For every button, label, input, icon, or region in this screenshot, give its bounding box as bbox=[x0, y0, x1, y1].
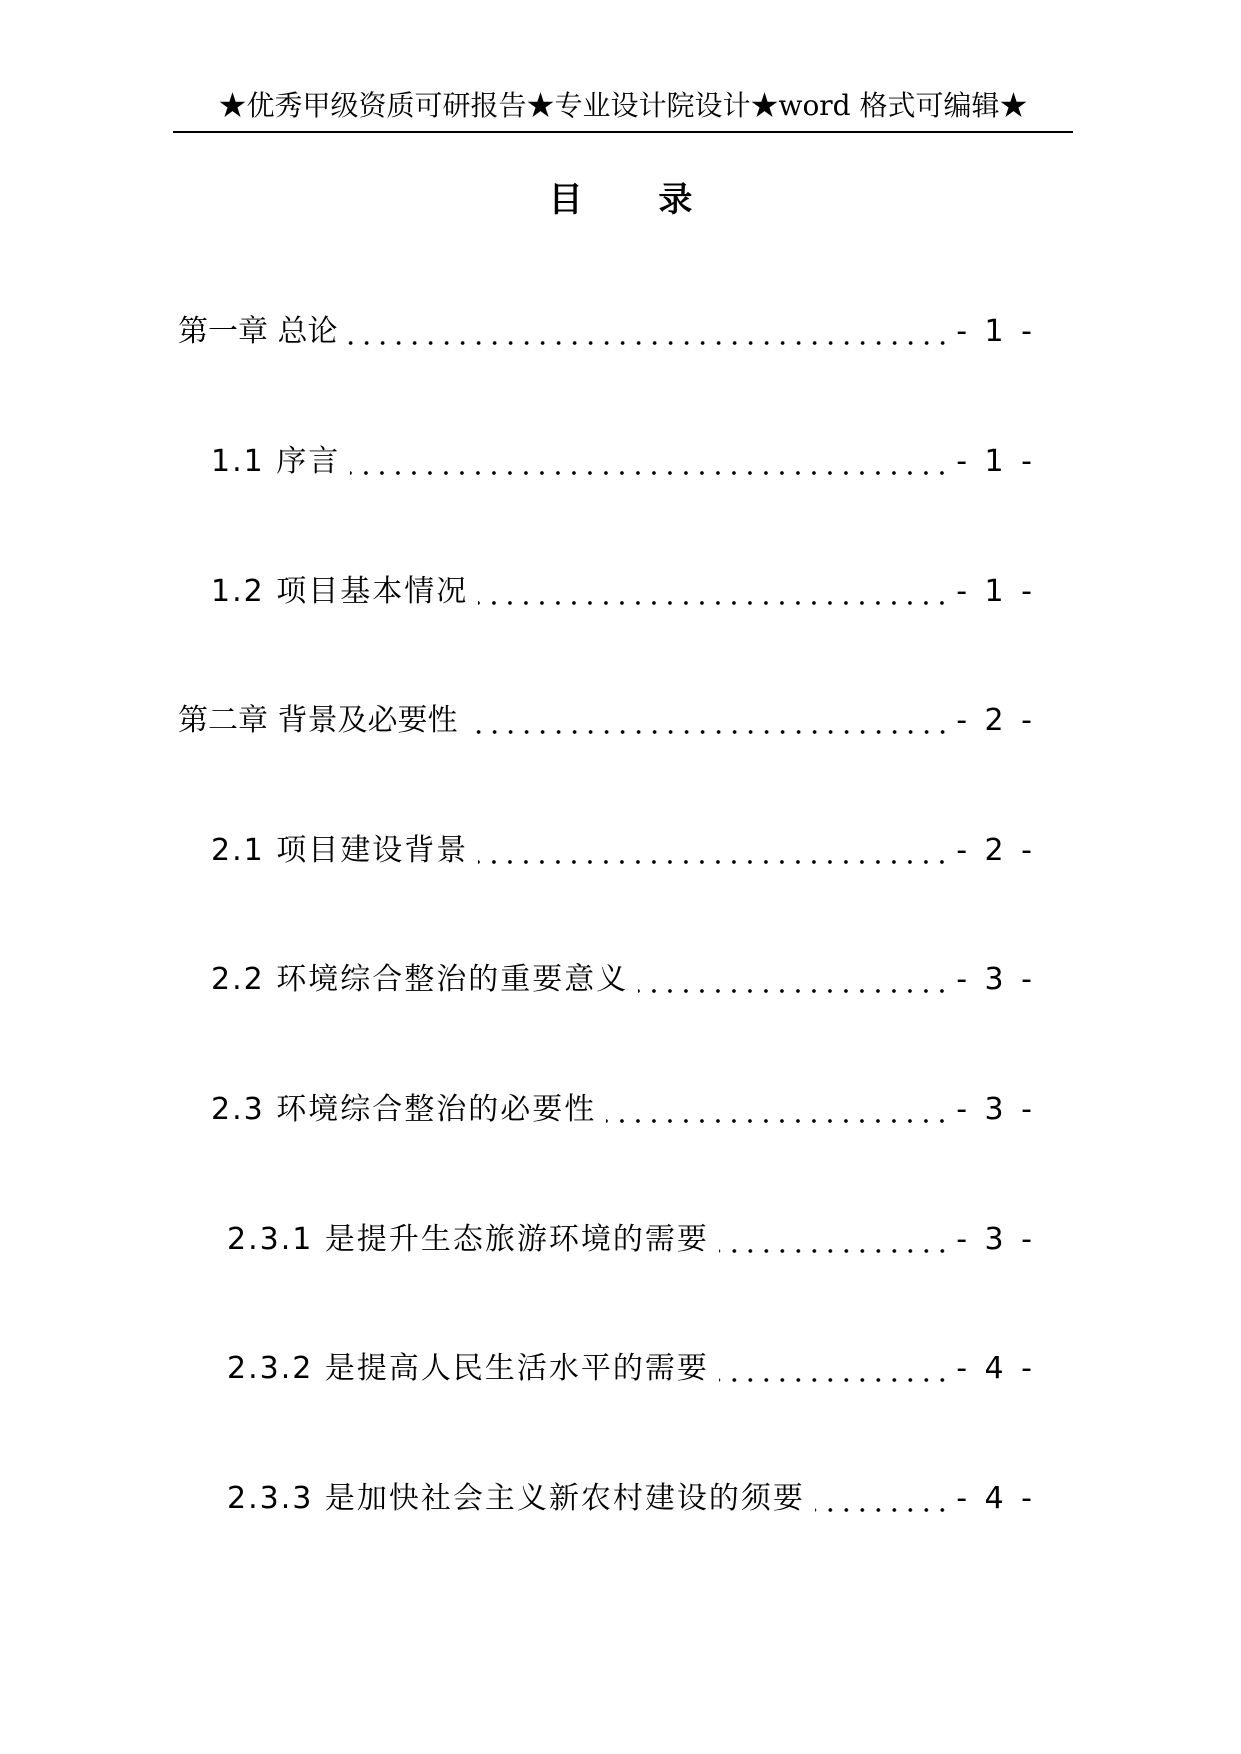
toc-entry-2-2[interactable] bbox=[211, 955, 1036, 1005]
dot-leader bbox=[719, 1215, 950, 1265]
toc-page-number: - 3 - bbox=[956, 962, 1036, 997]
toc-entry-label: 2.3.1 是提升生态旅游环境的需要 bbox=[227, 1222, 709, 1257]
toc-entry-1-2[interactable] bbox=[211, 567, 1036, 617]
toc-entry-chapter-1[interactable] bbox=[178, 307, 1036, 357]
toc-entry-label: 2.3.3 是加快社会主义新农村建设的须要 bbox=[227, 1481, 805, 1516]
toc-page-number: - 1 - bbox=[956, 314, 1036, 349]
toc-entry-label: 1.1 序言 bbox=[211, 444, 341, 479]
toc-entry-chapter-2[interactable] bbox=[178, 696, 1036, 746]
toc-entry-label: 2.3.2 是提高人民生活水平的需要 bbox=[227, 1351, 709, 1386]
dot-leader bbox=[478, 826, 950, 876]
toc-entry-1-1[interactable] bbox=[211, 437, 1036, 487]
toc-page-number: - 4 - bbox=[956, 1481, 1036, 1516]
toc-entry-label: 第二章 背景及必要性 bbox=[178, 703, 458, 738]
dot-leader bbox=[350, 437, 950, 487]
dot-leader bbox=[606, 1085, 950, 1135]
toc-entry-2-1[interactable] bbox=[211, 826, 1036, 876]
toc-page-number: - 2 - bbox=[956, 833, 1036, 868]
toc-page-number: - 3 - bbox=[956, 1092, 1036, 1127]
toc-entry-2-3-2[interactable] bbox=[227, 1344, 1036, 1394]
dot-leader bbox=[638, 955, 950, 1005]
toc-page-number: - 4 - bbox=[956, 1351, 1036, 1386]
page-header: ★优秀甲级资质可研报告★专业设计院设计★word 格式可编辑★ bbox=[218, 89, 1028, 122]
dot-leader bbox=[815, 1474, 950, 1524]
toc-entry-label: 2.2 环境综合整治的重要意义 bbox=[211, 962, 629, 997]
toc-entry-label: 2.3 环境综合整治的必要性 bbox=[211, 1092, 597, 1127]
toc-entry-2-3-3[interactable] bbox=[227, 1474, 1036, 1524]
dot-leader bbox=[468, 696, 951, 746]
dot-leader bbox=[719, 1344, 950, 1394]
toc-entry-label: 2.1 项目建设背景 bbox=[211, 833, 469, 868]
dot-leader bbox=[348, 307, 951, 357]
toc-page-number: - 1 - bbox=[956, 444, 1036, 479]
toc-title: 目 录 bbox=[548, 180, 725, 220]
dot-leader bbox=[478, 567, 950, 617]
toc-entry-label: 1.2 项目基本情况 bbox=[211, 574, 469, 609]
toc-page-number: - 2 - bbox=[956, 703, 1036, 738]
toc-entry-2-3[interactable] bbox=[211, 1085, 1036, 1135]
toc-page-number: - 1 - bbox=[956, 574, 1036, 609]
toc-page-number: - 3 - bbox=[956, 1222, 1036, 1257]
toc-entry-2-3-1[interactable] bbox=[227, 1215, 1036, 1265]
toc-entry-label: 第一章 总论 bbox=[178, 314, 338, 349]
